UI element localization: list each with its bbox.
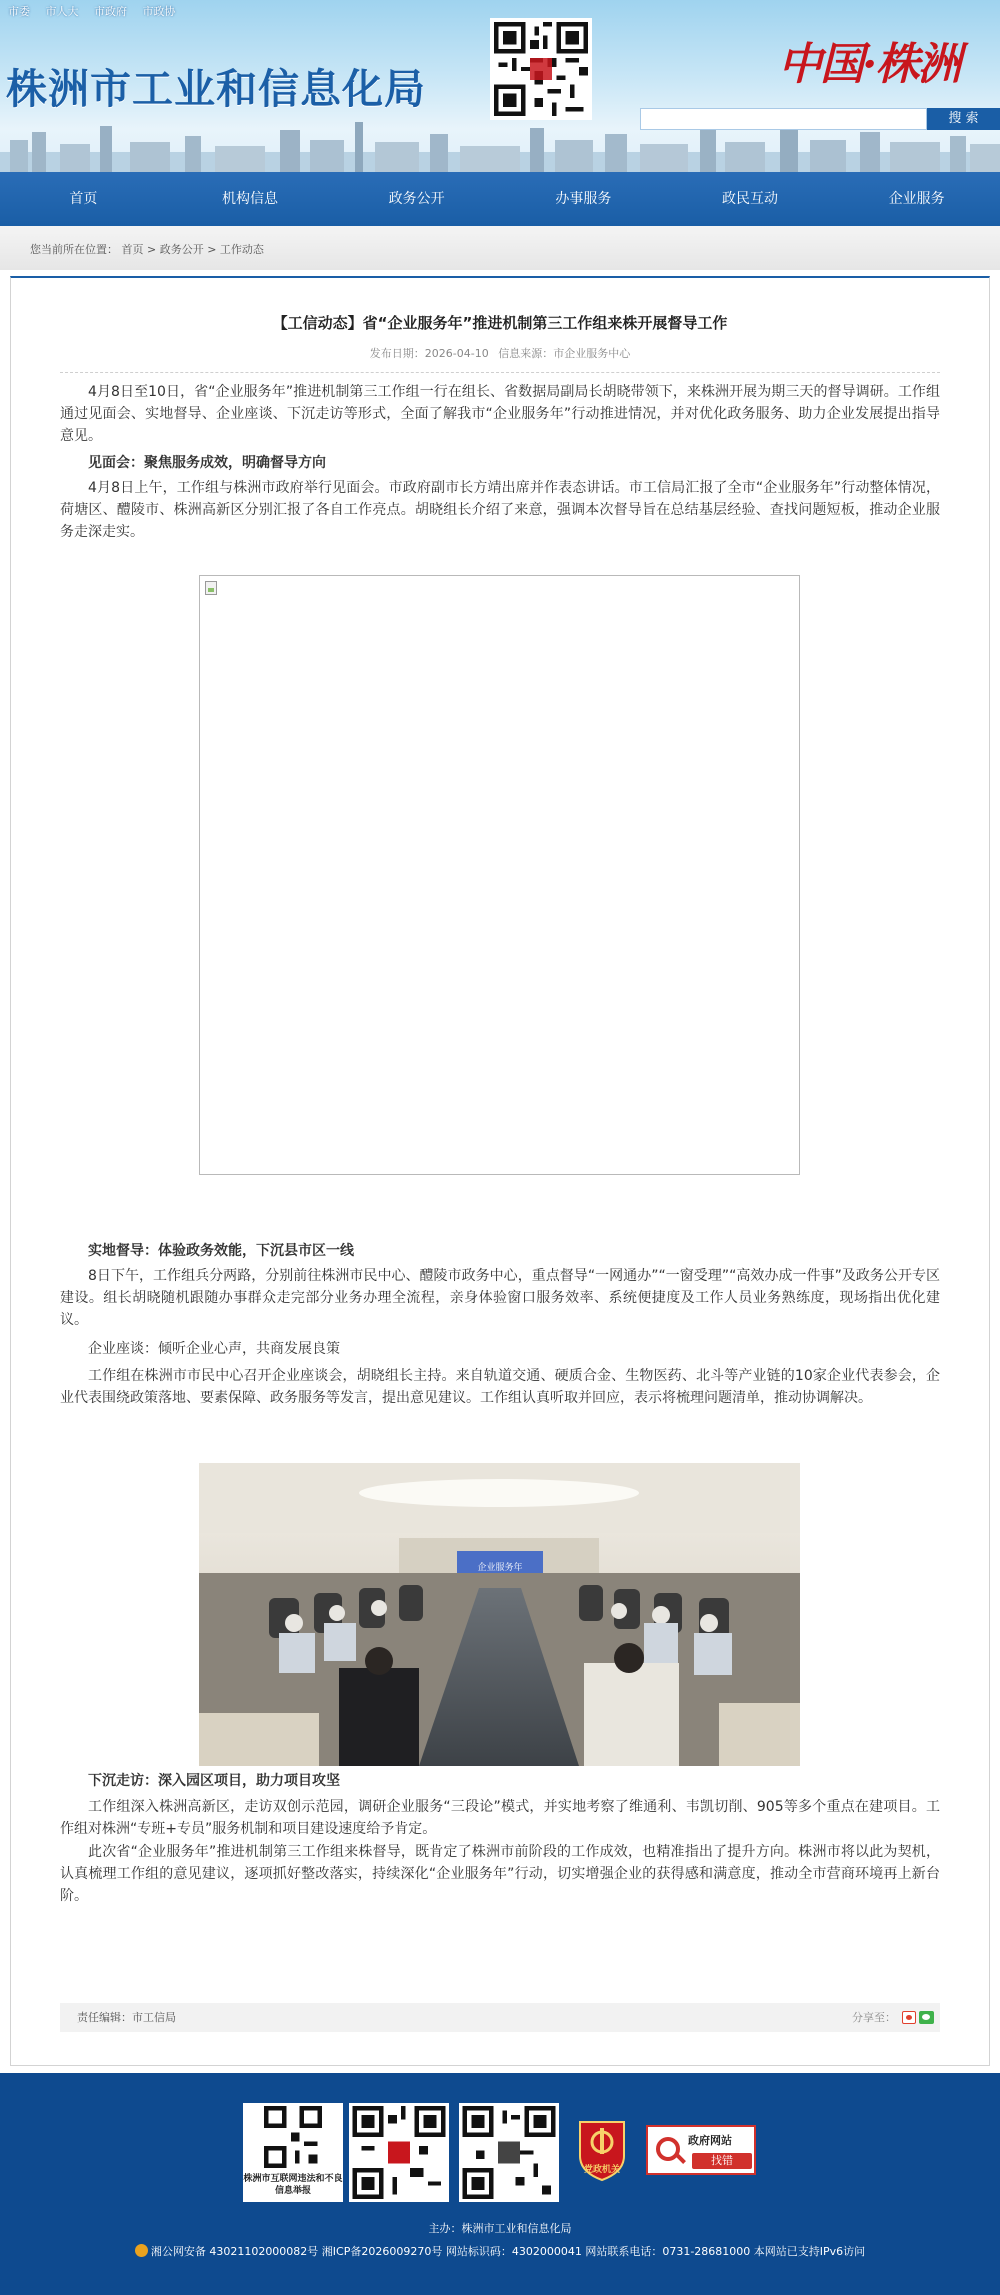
editor-bar bbox=[60, 2003, 940, 2032]
magnifier-icon bbox=[656, 2137, 680, 2161]
footer-license-text[interactable]: 湘公网安备 43021102000082号 湘ICP备2026009270号 网站标识码：4302000041 网站联系电话：0731-28681000 本网站已支持IPv6访问 bbox=[150, 2245, 866, 2258]
photo-banner-text: 企业服务年 bbox=[477, 1563, 523, 1573]
info-source: 信息来源：市企业服务中心 bbox=[498, 347, 631, 360]
paragraph-visit: 工作组深入株洲高新区，走访双创示范园，调研企业服务“三段论”模式，并实地考察了维通利、韦凯切削、905等多个重点在建项目。工作组对株洲“专班+专员”服务机制和项目建设速度给予肯定。 bbox=[60, 1799, 940, 1837]
wechat-qr-code-icon bbox=[349, 2103, 449, 2202]
site-header bbox=[0, 0, 1000, 172]
weibo-qr-code-icon bbox=[459, 2103, 559, 2202]
nav-org-info[interactable]: 机构信息 bbox=[222, 191, 278, 207]
paragraph-conclusion: 此次省“企业服务年”推进机制第三工作组来株督导，既肯定了株洲市前阶段的工作成效，也精准指出了提升方向。株洲市将以此为契机，认真梳理工作组的意见建议，逐项抓好整改落实，持续深化“企业服务年”行动，切实增强企业的获得感和满意度，推动全市营商环境再上新台阶。 bbox=[60, 1844, 940, 1904]
wechat-share-icon[interactable] bbox=[919, 2011, 934, 2024]
nav-interaction[interactable]: 政民互动 bbox=[722, 191, 779, 207]
paragraph-symposium: 工作组在株洲市市民中心召开企业座谈会，胡晓组长主持。来自轨道交通、硬质合金、生物医药、北斗等产业链的10家企业代表参会，企业代表围绕政策落地、要素保障、政务服务等发言，提出意见建议。工作组认真听取并回应，表示将梳理问题清单，推动协调解决。 bbox=[60, 1368, 940, 1406]
footer-host: 主办：株洲市工业和信息化局 bbox=[428, 2222, 572, 2235]
qr-code-icon bbox=[490, 18, 592, 120]
article-image-placeholder bbox=[199, 575, 800, 1175]
section-heading-visit: 下沉走访：深入园区项目，助力项目攻坚 bbox=[88, 1773, 340, 1789]
toplink-congress[interactable]: 市人大 bbox=[45, 5, 79, 18]
share-label: 分享至： bbox=[852, 2011, 896, 2024]
correction-button: 找错 bbox=[692, 2153, 752, 2169]
main-nav bbox=[0, 172, 1000, 226]
toplink-cppcc[interactable]: 市政协 bbox=[142, 5, 176, 18]
party-emblem-icon[interactable] bbox=[574, 2118, 630, 2182]
section-heading-meeting: 见面会：聚焦服务成效，明确督导方向 bbox=[88, 455, 326, 471]
nav-gov-affairs[interactable]: 政务公开 bbox=[388, 191, 445, 207]
top-links bbox=[8, 3, 188, 19]
search-input[interactable] bbox=[640, 108, 927, 130]
report-qr-label: 株洲市互联网违法和不良信息举报 bbox=[243, 2174, 343, 2196]
meeting-photo bbox=[199, 1463, 800, 1766]
site-title: 株洲市工业和信息化局 bbox=[6, 65, 426, 113]
article-meta bbox=[0, 345, 1000, 361]
police-shield-icon bbox=[135, 2244, 148, 2257]
toplink-government[interactable]: 市政府 bbox=[94, 5, 127, 18]
nav-enterprise[interactable]: 企业服务 bbox=[888, 191, 945, 207]
breadcrumb-bar bbox=[0, 226, 1000, 270]
paragraph-inspection: 8日下午，工作组兵分两路，分别前往株洲市民中心、醴陵市政务中心，重点督导“一网通办”“一窗受理”“高效办成一件事”及政务公开专区建设。组长胡晓随机跟随办事群众走完部分业务办理全流程，亲身体验窗口服务效率、系统便捷度及工作人员业务熟练度，现场指出优化建议。 bbox=[60, 1268, 940, 1328]
zhuzhou-logo: 中国·株洲 bbox=[778, 39, 960, 90]
section-heading-symposium: 企业座谈：倾听企业心声，共商发展良策 bbox=[88, 1341, 340, 1357]
broken-image-icon bbox=[205, 581, 217, 595]
paragraph-meeting: 4月8日上午，工作组与株洲市政府举行见面会。市政府副市长方靖出席并作表态讲话。市工信局汇报了全市“企业服务年”行动整体情况，荷塘区、醴陵市、株洲高新区分别汇报了各自工作亮点。胡晓组长介绍了来意，强调本次督导旨在总结基层经验、查找问题短板，推动企业服务走深走实。 bbox=[60, 480, 940, 540]
footer-license bbox=[0, 2243, 1000, 2259]
breadcrumb[interactable]: 您当前所在位置： 首页 > 政务公开 > 工作动态 bbox=[30, 243, 264, 256]
party-badge-label: 党政机关 bbox=[583, 2165, 620, 2175]
weibo-share-icon[interactable] bbox=[902, 2011, 916, 2024]
nav-services[interactable]: 办事服务 bbox=[555, 191, 612, 207]
toplink-municipal-committee[interactable]: 市委 bbox=[8, 5, 30, 18]
paragraph-intro: 4月8日至10日，省“企业服务年”推进机制第三工作组一行在组长、省数据局副局长胡晓带领下，来株洲开展为期三天的督导调研。工作组通过见面会、实地督导、企业座谈、下沉走访等形式，全面了解我市“企业服务年”行动推进情况，并对优化政务服务、助力企业发展提出指导意见。 bbox=[60, 384, 940, 444]
section-heading-inspection: 实地督导：体验政务效能，下沉县市区一线 bbox=[88, 1243, 354, 1259]
site-correction-link[interactable] bbox=[646, 2125, 756, 2175]
article-title: 【工信动态】省“企业服务年”推进机制第三工作组来株开展督导工作 bbox=[272, 314, 728, 332]
site-footer bbox=[0, 2073, 1000, 2295]
nav-home[interactable]: 首页 bbox=[69, 191, 98, 207]
responsible-editor: 责任编辑：市工信局 bbox=[77, 2011, 176, 2024]
search-button[interactable]: 搜 索 bbox=[927, 108, 1000, 130]
correction-title: 政府网站 bbox=[688, 2134, 732, 2147]
publish-date: 发布日期：2026-04-10 bbox=[369, 347, 489, 360]
title-divider bbox=[60, 372, 940, 373]
